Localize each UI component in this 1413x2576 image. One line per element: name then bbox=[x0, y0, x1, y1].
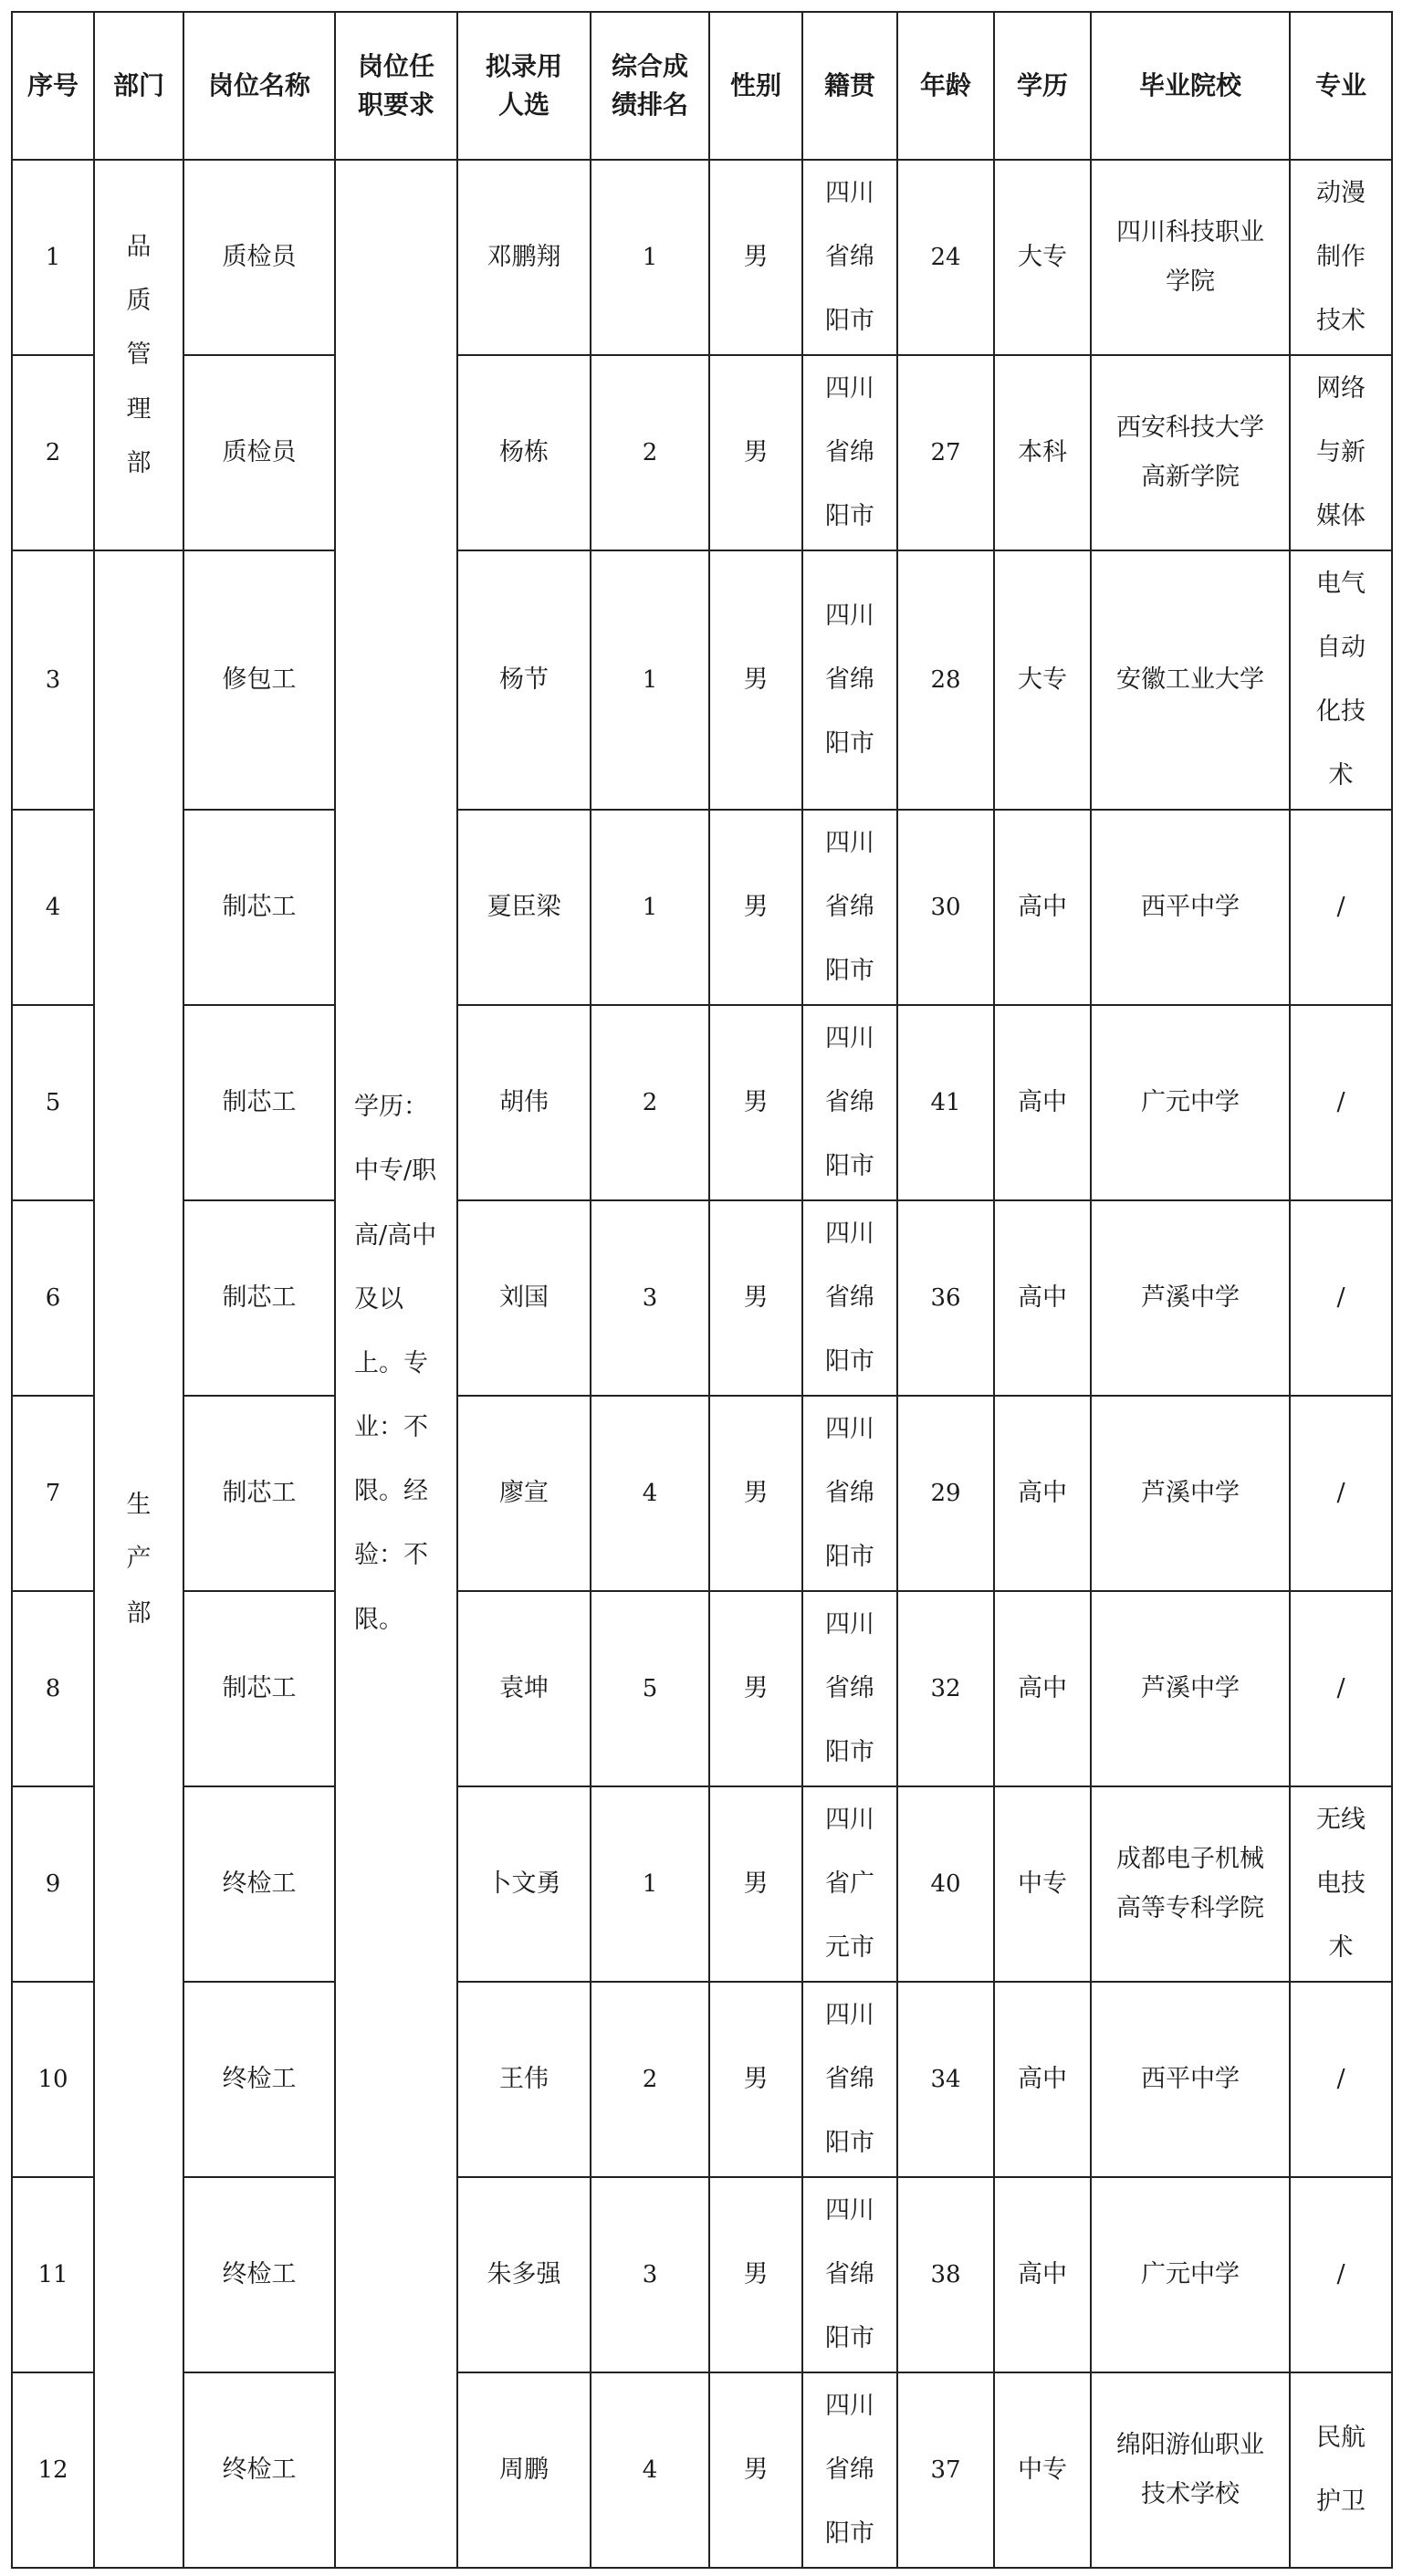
cell-native: 四川省绵阳市 bbox=[802, 355, 897, 550]
cell-post: 质检员 bbox=[183, 355, 335, 550]
cell-candidate: 杨栋 bbox=[457, 355, 591, 550]
cell-native: 四川省绵阳市 bbox=[802, 1005, 897, 1200]
table-row bbox=[12, 1982, 1392, 2177]
cell-post: 制芯工 bbox=[183, 1396, 335, 1591]
cell-post: 制芯工 bbox=[183, 1591, 335, 1786]
cell-seq: 5 bbox=[12, 1005, 94, 1200]
cell-candidate: 刘国 bbox=[457, 1200, 591, 1396]
cell-major: 网络与新媒体 bbox=[1290, 355, 1392, 550]
cell-rank: 4 bbox=[591, 2372, 709, 2568]
cell-seq: 1 bbox=[12, 160, 94, 355]
table-row bbox=[12, 160, 1392, 355]
cell-seq: 12 bbox=[12, 2372, 94, 2568]
cell-post: 制芯工 bbox=[183, 1200, 335, 1396]
cell-native: 四川省绵阳市 bbox=[802, 2177, 897, 2372]
cell-post: 制芯工 bbox=[183, 810, 335, 1005]
cell-gender: 男 bbox=[709, 550, 802, 810]
cell-education: 高中 bbox=[994, 1005, 1091, 1200]
cell-rank: 1 bbox=[591, 550, 709, 810]
cell-native: 四川省广元市 bbox=[802, 1786, 897, 1982]
cell-seq: 11 bbox=[12, 2177, 94, 2372]
table-row bbox=[12, 810, 1392, 1005]
cell-native: 四川省绵阳市 bbox=[802, 2372, 897, 2568]
cell-age: 36 bbox=[897, 1200, 994, 1396]
cell-candidate: 朱多强 bbox=[457, 2177, 591, 2372]
cell-gender: 男 bbox=[709, 355, 802, 550]
cell-school: 广元中学 bbox=[1091, 2177, 1290, 2372]
cell-major: / bbox=[1290, 1200, 1392, 1396]
cell-rank: 2 bbox=[591, 355, 709, 550]
cell-major: 民航护卫 bbox=[1290, 2372, 1392, 2568]
header-native: 籍贯 bbox=[802, 12, 897, 160]
cell-age: 28 bbox=[897, 550, 994, 810]
cell-age: 29 bbox=[897, 1396, 994, 1591]
table-row bbox=[12, 1591, 1392, 1786]
cell-seq: 2 bbox=[12, 355, 94, 550]
cell-seq: 6 bbox=[12, 1200, 94, 1396]
cell-native: 四川省绵阳市 bbox=[802, 1591, 897, 1786]
cell-gender: 男 bbox=[709, 1200, 802, 1396]
cell-major: 动漫制作技术 bbox=[1290, 160, 1392, 355]
header-row bbox=[12, 12, 1392, 160]
cell-major: / bbox=[1290, 1591, 1392, 1786]
cell-education: 高中 bbox=[994, 1396, 1091, 1591]
cell-native: 四川省绵阳市 bbox=[802, 1396, 897, 1591]
cell-gender: 男 bbox=[709, 1396, 802, 1591]
cell-gender: 男 bbox=[709, 810, 802, 1005]
cell-dept-production: 生产部 bbox=[94, 550, 183, 2568]
header-post: 岗位名称 bbox=[183, 12, 335, 160]
cell-major: 无线电技术 bbox=[1290, 1786, 1392, 1982]
cell-rank: 3 bbox=[591, 2177, 709, 2372]
cell-gender: 男 bbox=[709, 1786, 802, 1982]
cell-rank: 2 bbox=[591, 1982, 709, 2177]
cell-post: 制芯工 bbox=[183, 1005, 335, 1200]
table-row bbox=[12, 2372, 1392, 2568]
cell-age: 37 bbox=[897, 2372, 994, 2568]
cell-candidate: 卜文勇 bbox=[457, 1786, 591, 1982]
cell-education: 高中 bbox=[994, 1200, 1091, 1396]
table-row bbox=[12, 550, 1392, 810]
cell-school: 四川科技职业学院 bbox=[1091, 160, 1290, 355]
cell-candidate: 邓鹏翔 bbox=[457, 160, 591, 355]
cell-post: 修包工 bbox=[183, 550, 335, 810]
table-row bbox=[12, 1786, 1392, 1982]
cell-seq: 9 bbox=[12, 1786, 94, 1982]
cell-school: 安徽工业大学 bbox=[1091, 550, 1290, 810]
cell-major: / bbox=[1290, 1005, 1392, 1200]
table-row bbox=[12, 355, 1392, 550]
cell-age: 27 bbox=[897, 355, 994, 550]
cell-school: 芦溪中学 bbox=[1091, 1591, 1290, 1786]
header-seq: 序号 bbox=[12, 12, 94, 160]
cell-post: 终检工 bbox=[183, 2177, 335, 2372]
cell-seq: 10 bbox=[12, 1982, 94, 2177]
cell-school: 西平中学 bbox=[1091, 1982, 1290, 2177]
cell-age: 38 bbox=[897, 2177, 994, 2372]
cell-age: 30 bbox=[897, 810, 994, 1005]
cell-requirement: 学历：中专/职高/高中及以上。专业：不限。经验：不限。 bbox=[335, 160, 457, 2568]
cell-education: 中专 bbox=[994, 2372, 1091, 2568]
cell-major: / bbox=[1290, 1982, 1392, 2177]
table-row bbox=[12, 1005, 1392, 1200]
cell-rank: 1 bbox=[591, 810, 709, 1005]
table-row bbox=[12, 2177, 1392, 2372]
cell-gender: 男 bbox=[709, 1982, 802, 2177]
cell-seq: 4 bbox=[12, 810, 94, 1005]
cell-age: 32 bbox=[897, 1591, 994, 1786]
cell-age: 40 bbox=[897, 1786, 994, 1982]
header-candidate: 拟录用人选 bbox=[457, 12, 591, 160]
header-major: 专业 bbox=[1290, 12, 1392, 160]
header-rank: 综合成绩排名 bbox=[591, 12, 709, 160]
cell-native: 四川省绵阳市 bbox=[802, 810, 897, 1005]
cell-school: 西安科技大学高新学院 bbox=[1091, 355, 1290, 550]
cell-dept-quality: 品质管理部 bbox=[94, 160, 183, 550]
cell-age: 34 bbox=[897, 1982, 994, 2177]
cell-seq: 8 bbox=[12, 1591, 94, 1786]
cell-post: 终检工 bbox=[183, 2372, 335, 2568]
cell-major: / bbox=[1290, 1396, 1392, 1591]
cell-major: 电气自动化技术 bbox=[1290, 550, 1392, 810]
table-row bbox=[12, 1200, 1392, 1396]
cell-school: 芦溪中学 bbox=[1091, 1396, 1290, 1591]
cell-rank: 2 bbox=[591, 1005, 709, 1200]
cell-rank: 4 bbox=[591, 1396, 709, 1591]
cell-school: 广元中学 bbox=[1091, 1005, 1290, 1200]
cell-school: 绵阳游仙职业技术学校 bbox=[1091, 2372, 1290, 2568]
cell-candidate: 廖宣 bbox=[457, 1396, 591, 1591]
header-gender: 性别 bbox=[709, 12, 802, 160]
cell-education: 高中 bbox=[994, 1982, 1091, 2177]
cell-candidate: 杨节 bbox=[457, 550, 591, 810]
cell-candidate: 周鹏 bbox=[457, 2372, 591, 2568]
header-requirement: 岗位任职要求 bbox=[335, 12, 457, 160]
cell-education: 高中 bbox=[994, 2177, 1091, 2372]
cell-age: 24 bbox=[897, 160, 994, 355]
cell-education: 大专 bbox=[994, 550, 1091, 810]
cell-gender: 男 bbox=[709, 1005, 802, 1200]
cell-candidate: 夏臣梁 bbox=[457, 810, 591, 1005]
cell-gender: 男 bbox=[709, 160, 802, 355]
cell-education: 高中 bbox=[994, 1591, 1091, 1786]
cell-rank: 1 bbox=[591, 1786, 709, 1982]
cell-gender: 男 bbox=[709, 2177, 802, 2372]
cell-major: / bbox=[1290, 2177, 1392, 2372]
header-school: 毕业院校 bbox=[1091, 12, 1290, 160]
cell-post: 终检工 bbox=[183, 1786, 335, 1982]
cell-seq: 7 bbox=[12, 1396, 94, 1591]
header-age: 年龄 bbox=[897, 12, 994, 160]
header-dept: 部门 bbox=[94, 12, 183, 160]
cell-school: 成都电子机械高等专科学院 bbox=[1091, 1786, 1290, 1982]
hiring-table bbox=[11, 11, 1393, 2569]
cell-seq: 3 bbox=[12, 550, 94, 810]
cell-gender: 男 bbox=[709, 1591, 802, 1786]
cell-post: 终检工 bbox=[183, 1982, 335, 2177]
cell-post: 质检员 bbox=[183, 160, 335, 355]
cell-rank: 1 bbox=[591, 160, 709, 355]
cell-candidate: 王伟 bbox=[457, 1982, 591, 2177]
cell-education: 本科 bbox=[994, 355, 1091, 550]
cell-education: 中专 bbox=[994, 1786, 1091, 1982]
cell-candidate: 胡伟 bbox=[457, 1005, 591, 1200]
table-row bbox=[12, 1396, 1392, 1591]
cell-gender: 男 bbox=[709, 2372, 802, 2568]
cell-native: 四川省绵阳市 bbox=[802, 550, 897, 810]
cell-school: 西平中学 bbox=[1091, 810, 1290, 1005]
cell-native: 四川省绵阳市 bbox=[802, 1982, 897, 2177]
cell-education: 高中 bbox=[994, 810, 1091, 1005]
cell-native: 四川省绵阳市 bbox=[802, 160, 897, 355]
cell-candidate: 袁坤 bbox=[457, 1591, 591, 1786]
cell-rank: 3 bbox=[591, 1200, 709, 1396]
cell-rank: 5 bbox=[591, 1591, 709, 1786]
cell-age: 41 bbox=[897, 1005, 994, 1200]
cell-native: 四川省绵阳市 bbox=[802, 1200, 897, 1396]
header-education: 学历 bbox=[994, 12, 1091, 160]
cell-school: 芦溪中学 bbox=[1091, 1200, 1290, 1396]
cell-education: 大专 bbox=[994, 160, 1091, 355]
cell-major: / bbox=[1290, 810, 1392, 1005]
